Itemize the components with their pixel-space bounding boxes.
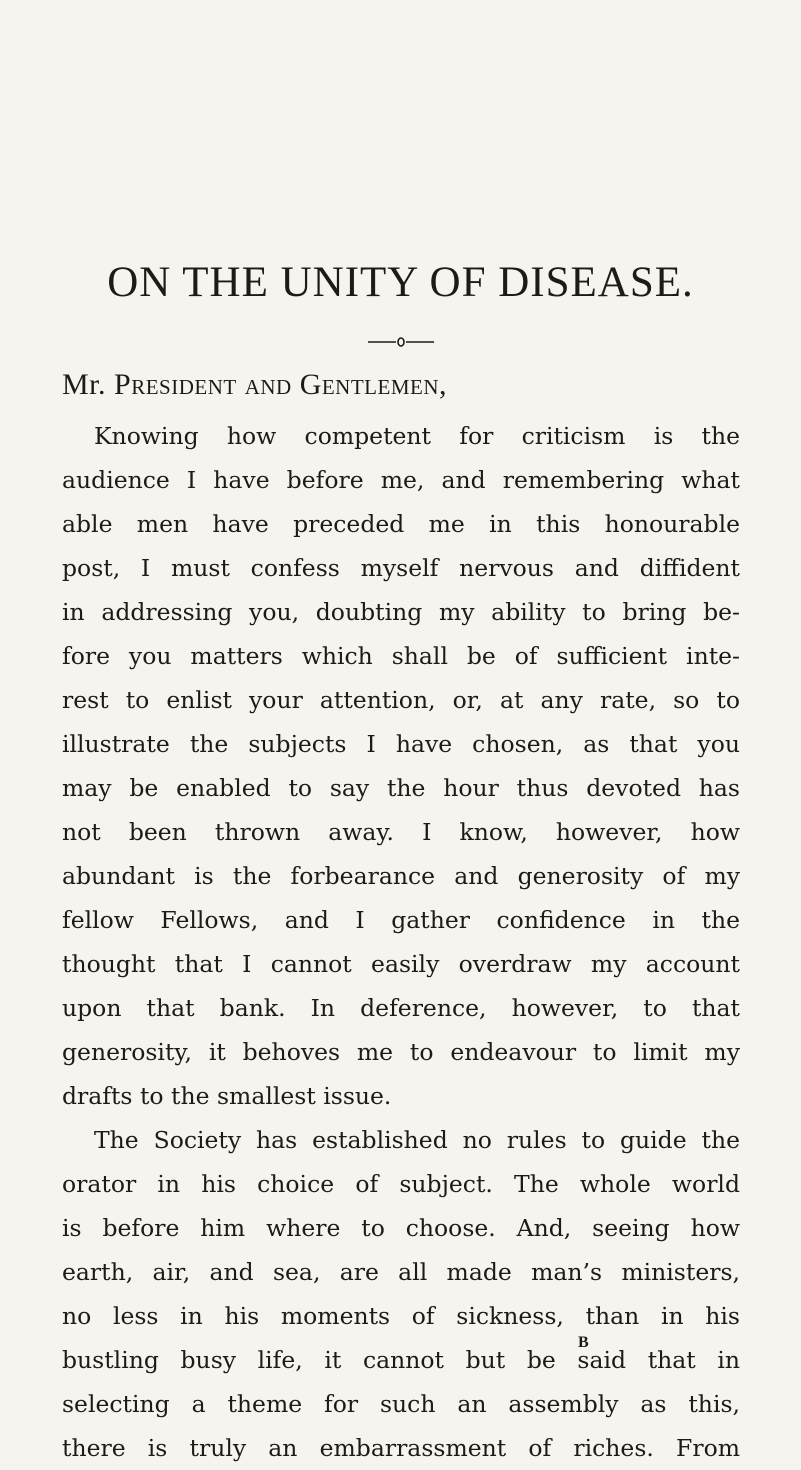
text-line: not been thrown away. I know, however, how	[62, 818, 740, 846]
text-line: in addressing you, doubting my ability to bring be-	[62, 598, 740, 626]
text-line: bustling busy life, it cannot but be said that in	[62, 1346, 740, 1374]
text-line: audience I have before me, and remembering what	[62, 466, 740, 494]
salutation-prefix: Mr.	[62, 368, 107, 401]
text-line: there is truly an embarrassment of riches. From	[62, 1434, 740, 1462]
text-line: fore you matters which shall be of sufficient inte-	[62, 642, 740, 670]
text-line: selecting a theme for such an assembly as this,	[62, 1390, 740, 1418]
text-line: drafts to the smallest issue.	[62, 1082, 392, 1110]
text-line: Knowing how competent for criticism is the	[94, 422, 740, 450]
body-text	[62, 414, 740, 1470]
text-line: no less in his moments of sickness, than in his	[62, 1302, 740, 1330]
text-line: may be enabled to say the hour thus devoted has	[62, 774, 740, 802]
text-line: able men have preceded me in this honourable	[62, 510, 740, 538]
text-line: The Society has established no rules to guide the	[94, 1126, 740, 1154]
text-line: fellow Fellows, and I gather confidence in the	[62, 906, 740, 934]
text-line: abundant is the forbearance and generosity of my	[62, 862, 740, 890]
salutation-rest: President and Gentlemen,	[114, 368, 447, 401]
chapter-title: ON THE UNITY OF DISEASE.	[107, 259, 694, 306]
ornamental-rule	[366, 336, 436, 348]
signature-mark: B	[578, 1334, 589, 1351]
text-line: post, I must confess myself nervous and diffident	[62, 554, 740, 582]
text-line: thought that I cannot easily overdraw my account	[62, 950, 740, 978]
text-line: orator in his choice of subject. The whole world	[62, 1170, 740, 1198]
text-line: rest to enlist your attention, or, at any rate, so to	[62, 686, 740, 714]
text-line: generosity, it behoves me to endeavour to limit my	[62, 1038, 740, 1066]
text-line: earth, air, and sea, are all made man’s ministers,	[62, 1258, 740, 1286]
text-line: upon that bank. In deference, however, to that	[62, 994, 740, 1022]
text-line: is before him where to choose. And, seeing how	[62, 1214, 740, 1242]
text-line: illustrate the subjects I have chosen, as that you	[62, 730, 740, 758]
salutation	[62, 368, 447, 402]
